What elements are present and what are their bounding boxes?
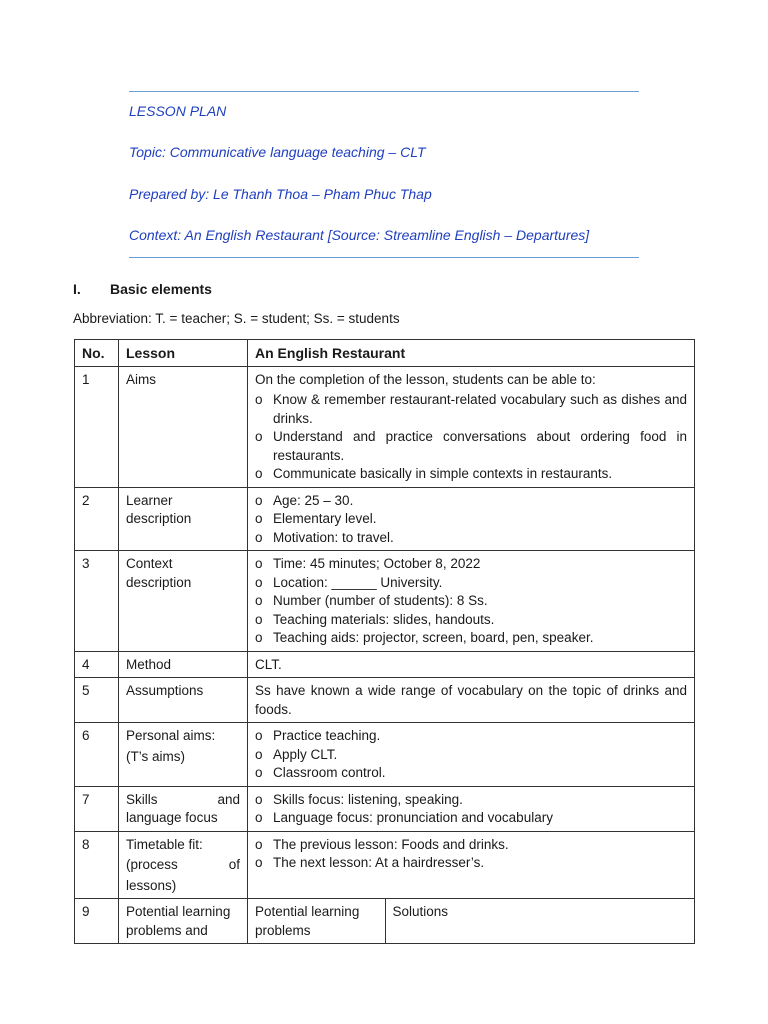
row-lesson (119, 651, 248, 678)
bullet-item (255, 465, 687, 484)
bullet-item (255, 854, 687, 873)
bullet-item (255, 629, 687, 648)
lesson-line: Method (126, 656, 172, 672)
lesson-line: (T’s aims) (126, 748, 185, 764)
lesson-line: (process of (126, 857, 240, 872)
bullet-item (255, 428, 687, 465)
row-lesson (119, 723, 248, 787)
bullet-list (255, 391, 687, 484)
content-text: Ss have known a wide range of vocabulary on the topic of drinks and foods. (255, 683, 687, 717)
bullet-marker: o (255, 529, 263, 545)
row-lesson (119, 899, 248, 944)
row-number: 5 (75, 678, 119, 723)
bullet-text: Time: 45 minutes; October 8, 2022 (273, 556, 481, 571)
bullet-text: Number (number of students): 8 Ss. (273, 593, 488, 608)
bullet-marker: o (255, 728, 263, 743)
table-row (75, 723, 695, 787)
bullet-marker: o (255, 810, 263, 825)
row-content (248, 786, 695, 831)
row-number: 9 (75, 899, 119, 944)
bullet-marker: o (255, 392, 263, 407)
sub-row (248, 899, 694, 943)
lesson-line: lessons) (126, 877, 177, 893)
row-content (248, 831, 695, 899)
bullet-text: Apply CLT. (273, 746, 338, 762)
bullet-item (255, 836, 687, 855)
bullet-item (255, 391, 687, 428)
table-row (75, 366, 695, 487)
bullet-list (255, 791, 687, 828)
bullet-text: Teaching materials: slides, handouts. (273, 611, 495, 627)
row-number: 7 (75, 786, 119, 831)
bullet-marker: o (255, 466, 263, 481)
row-number: 2 (75, 487, 119, 551)
bullet-marker: o (255, 791, 263, 807)
table-row (75, 786, 695, 831)
bullet-item (255, 611, 687, 630)
bullet-list (255, 727, 687, 783)
lesson-line: description (126, 574, 192, 590)
row-lesson (119, 551, 248, 652)
bullet-text: Skills focus: listening, speaking. (273, 791, 463, 807)
bullet-item (255, 529, 687, 548)
sub-cell-problems: Potential learning problems (248, 899, 385, 943)
bullet-marker: o (255, 611, 263, 627)
table-row (75, 899, 695, 944)
bullet-text: Communicate basically in simple contexts in restaurants. (273, 466, 613, 481)
bullet-marker: o (255, 511, 263, 526)
lesson-line: Context (126, 556, 173, 571)
bullet-text: Language focus: pronunciation and vocabulary (273, 810, 553, 825)
row-number: 6 (75, 723, 119, 787)
lesson-line: language focus (126, 810, 218, 825)
sub-table (248, 899, 694, 943)
header-cell-no: No. (75, 340, 119, 367)
bullet-text: The next lesson: At a hairdresser’s. (273, 855, 485, 870)
row-number: 8 (75, 831, 119, 899)
row-lesson (119, 366, 248, 487)
bullet-item (255, 492, 687, 511)
bullet-text: The previous lesson: Foods and drinks. (273, 836, 509, 852)
lesson-line: problems and (126, 922, 208, 938)
row-number: 3 (75, 551, 119, 652)
bullet-item (255, 510, 687, 529)
bullet-text: Age: 25 – 30. (273, 492, 354, 508)
bullet-text: Understand and practice conversations about ordering food in restaurants. (273, 429, 687, 463)
bullet-marker: o (255, 836, 263, 852)
bullet-marker: o (255, 746, 263, 762)
bullet-item (255, 592, 687, 611)
content-intro: On the completion of the lesson, students can be able to: (255, 371, 596, 387)
bullet-marker: o (255, 593, 263, 608)
section-title: Basic elements (110, 281, 212, 297)
row-content (248, 678, 695, 723)
doc-topic: Topic: Communicative language teaching – CLT (129, 144, 426, 160)
lesson-line: Aims (126, 371, 156, 387)
bullet-text: Teaching aids: projector, screen, board, pen, speaker. (273, 630, 594, 645)
header-cell-topic: An English Restaurant (248, 340, 695, 367)
row-lesson (119, 487, 248, 551)
table-row (75, 551, 695, 652)
row-content (248, 487, 695, 551)
bullet-marker: o (255, 429, 263, 444)
lesson-line: Assumptions (126, 683, 204, 698)
abbreviation-line: Abbreviation: T. = teacher; S. = student; Ss. = students (73, 311, 400, 326)
bullet-marker: o (255, 492, 263, 508)
doc-title: LESSON PLAN (129, 103, 227, 119)
lesson-line: description (126, 511, 192, 526)
content-text: CLT. (255, 656, 282, 672)
table-header-row (75, 340, 695, 367)
bullet-item (255, 555, 687, 574)
row-content (248, 551, 695, 652)
bullet-list (255, 555, 687, 648)
doc-authors: Prepared by: Le Thanh Thoa – Pham Phuc Thap (129, 186, 432, 202)
bullet-item (255, 574, 687, 593)
table-row (75, 831, 695, 899)
bullet-text: Know & remember restaurant-related vocabulary such as dishes and drinks. (273, 392, 687, 426)
header-top-rule (129, 91, 639, 92)
row-content (248, 899, 695, 944)
row-lesson (119, 786, 248, 831)
table-row (75, 487, 695, 551)
lesson-plan-table (74, 339, 695, 944)
bullet-list (255, 492, 687, 548)
bullet-item (255, 764, 687, 783)
bullet-marker: o (255, 556, 263, 571)
bullet-text: Classroom control. (273, 765, 386, 780)
bullet-marker: o (255, 765, 263, 780)
doc-context: Context: An English Restaurant [Source: Streamline English – Departures] (129, 227, 590, 243)
lesson-line: Potential learning (126, 904, 231, 919)
bullet-marker: o (255, 574, 263, 590)
row-number: 4 (75, 651, 119, 678)
bullet-text: Location: ______ University. (273, 574, 443, 590)
lesson-line: Skills and (126, 791, 240, 807)
bullet-item (255, 727, 687, 746)
table-row (75, 678, 695, 723)
section-number: I. (73, 281, 81, 297)
lesson-line: Learner (126, 492, 173, 508)
bullet-marker: o (255, 855, 263, 870)
bullet-item (255, 791, 687, 810)
row-content (248, 723, 695, 787)
lesson-line: Personal aims: (126, 728, 216, 743)
row-content (248, 651, 695, 678)
sub-cell-solutions: Solutions (392, 904, 449, 919)
header-bottom-rule (129, 257, 639, 258)
bullet-list (255, 836, 687, 873)
table-row (75, 651, 695, 678)
bullet-text: Elementary level. (273, 511, 377, 526)
header-cell-lesson: Lesson (119, 340, 248, 367)
bullet-item (255, 746, 687, 765)
row-content (248, 366, 695, 487)
row-lesson (119, 678, 248, 723)
bullet-item (255, 809, 687, 828)
lesson-line: Timetable fit: (126, 836, 203, 852)
bullet-marker: o (255, 630, 263, 645)
section-heading (73, 281, 212, 297)
bullet-text: Practice teaching. (273, 728, 381, 743)
row-lesson (119, 831, 248, 899)
row-number: 1 (75, 366, 119, 487)
bullet-text: Motivation: to travel. (273, 529, 394, 545)
